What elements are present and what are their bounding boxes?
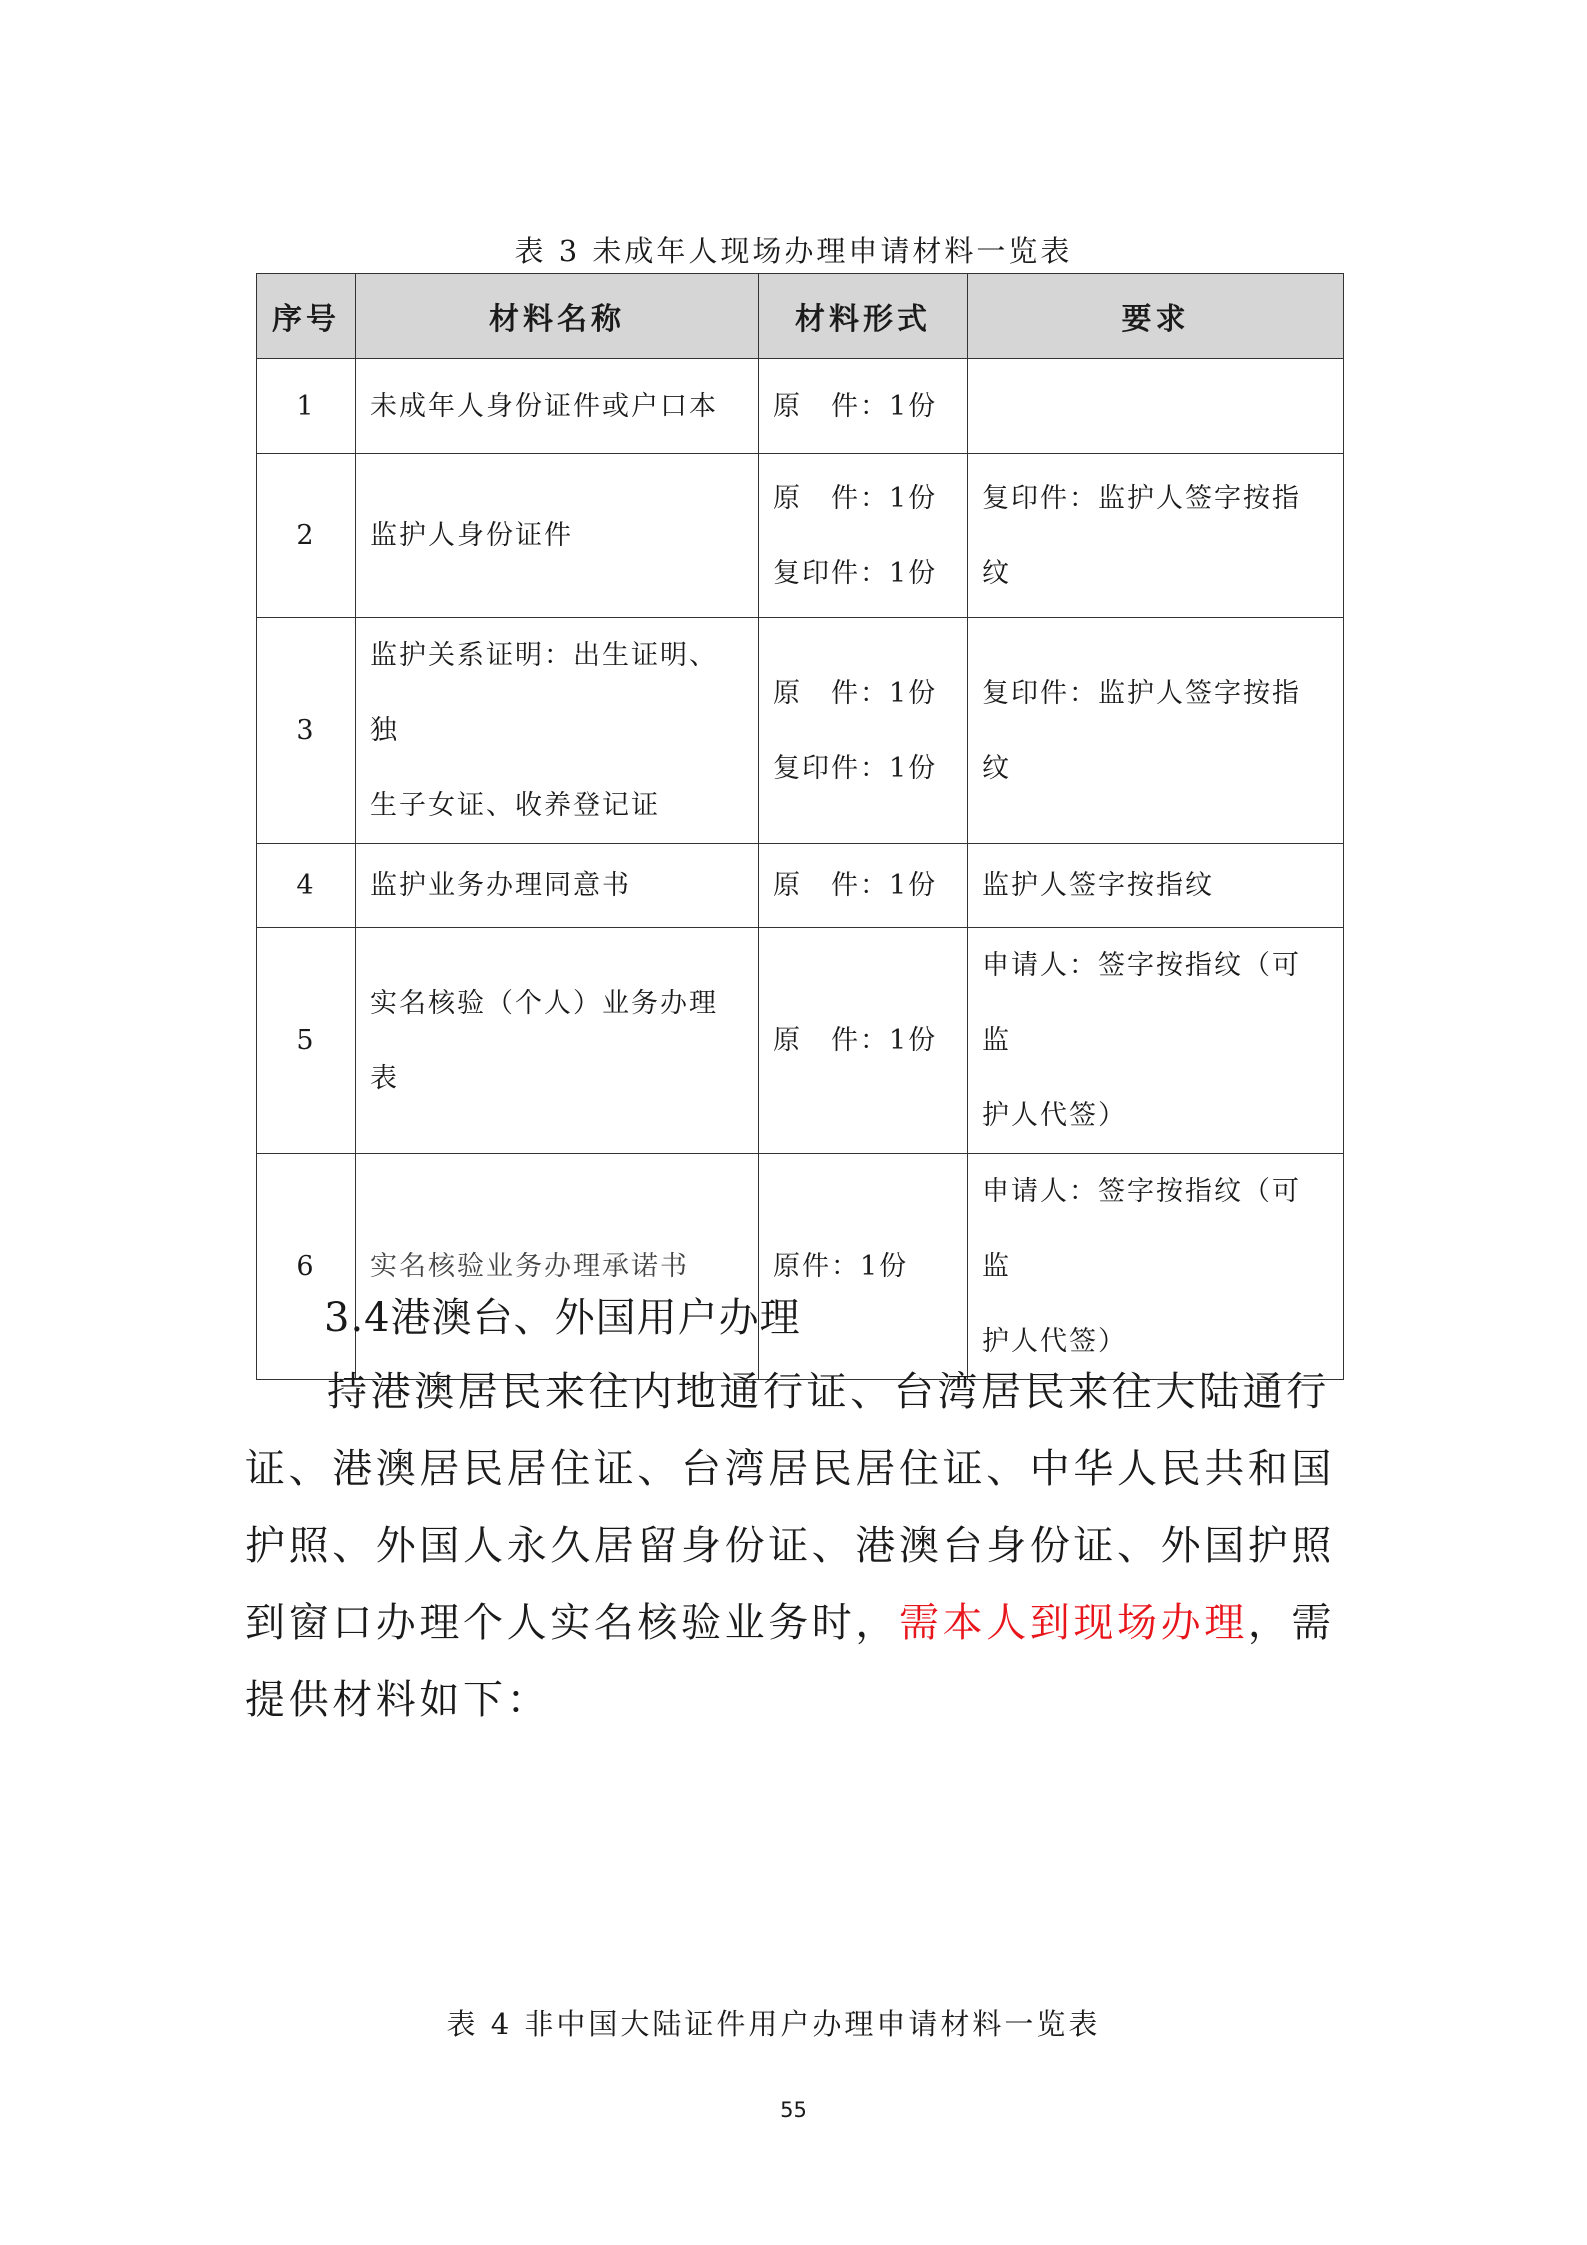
section-paragraph	[245, 1354, 1363, 1739]
cell-requirement	[968, 454, 1344, 618]
table-row	[257, 1154, 1344, 1380]
cell-form	[759, 618, 968, 844]
cell-name	[356, 454, 759, 618]
cell-line: 未成年人身份证件或户口本	[370, 390, 718, 422]
cell-requirement	[968, 844, 1344, 928]
table-3-caption: 表 3 未成年人现场办理申请材料一览表	[514, 234, 1073, 268]
cell-line: 复印件：1份	[773, 557, 938, 589]
cell-line: 护人代签）	[982, 1100, 1127, 1131]
cell-line: 实名核验（个人）业务办理表	[370, 987, 718, 1094]
table-header-row	[257, 274, 1344, 359]
cell-name	[356, 928, 759, 1154]
table-row	[257, 928, 1344, 1154]
cell-line: 生子女证、收养登记证	[370, 790, 660, 821]
cell-line: 监护关系证明：出生证明、独	[370, 640, 718, 746]
header-name: 材料名称	[356, 274, 759, 359]
table-row	[257, 618, 1344, 844]
header-seq: 序号	[257, 274, 356, 359]
header-form: 材料形式	[759, 274, 968, 359]
cell-name	[356, 359, 759, 454]
cell-name	[356, 618, 759, 844]
page-number: 55	[780, 2098, 807, 2122]
cell-line: 原件：1份	[773, 1251, 909, 1282]
cell-name	[356, 844, 759, 928]
paragraph-text-end: ，需提供材料如下：	[245, 1600, 1336, 1723]
cell-requirement	[968, 359, 1344, 454]
cell-line: 复印件：1份	[773, 752, 938, 784]
table-row	[257, 359, 1344, 454]
cell-line: 原 件：1份	[773, 390, 938, 422]
cell-requirement	[968, 928, 1344, 1154]
cell-requirement	[968, 618, 1344, 844]
table-4-caption: 表 4 非中国大陆证件用户办理申请材料一览表	[446, 2007, 1101, 2041]
cell-form	[759, 1154, 968, 1380]
cell-line: 申请人：签字按指纹（可监	[982, 950, 1301, 1056]
cell-line: 实名核验业务办理承诺书	[370, 1251, 689, 1282]
cell-line: 监护业务办理同意书	[370, 870, 631, 901]
cell-line: 原 件：1份	[773, 482, 938, 514]
cell-line: 复印件：监护人签字按指纹	[982, 482, 1301, 589]
cell-requirement	[968, 1154, 1344, 1380]
cell-line: 原 件：1份	[773, 677, 938, 709]
header-requirement: 要求	[968, 274, 1344, 359]
cell-form	[759, 844, 968, 928]
cell-line: 监护人身份证件	[370, 520, 573, 551]
cell-form	[759, 454, 968, 618]
paragraph-highlight: 需本人到现场办理	[899, 1600, 1248, 1646]
cell-seq: 4	[257, 844, 356, 928]
cell-seq: 5	[257, 928, 356, 1154]
cell-seq: 2	[257, 454, 356, 618]
cell-line: 原 件：1份	[773, 870, 938, 901]
cell-seq: 3	[257, 618, 356, 844]
table-row	[257, 454, 1344, 618]
cell-name	[356, 1154, 759, 1380]
cell-line: 复印件：监护人签字按指纹	[982, 677, 1301, 784]
cell-line: 监护人签字按指纹	[982, 870, 1214, 901]
cell-line: 原 件：1份	[773, 1025, 938, 1056]
cell-seq: 1	[257, 359, 356, 454]
cell-line: 申请人：签字按指纹（可监	[982, 1176, 1301, 1282]
section-heading: 3.4港澳台、外国用户办理	[324, 1295, 801, 1341]
materials-table	[256, 273, 1344, 1380]
cell-seq: 6	[257, 1154, 356, 1380]
table-row	[257, 844, 1344, 928]
cell-form	[759, 928, 968, 1154]
paragraph-text: 持港澳居民来往内地通行证、台湾居民来往大陆通行证、港澳居民居住证、台湾居民居住证、中华人民共和国护照、外国人永久居留身份证、港澳台身份证、外国护照到窗口办理个人实名核验业务时，	[245, 1369, 1335, 1646]
cell-form	[759, 359, 968, 454]
cell-line: 护人代签）	[982, 1326, 1127, 1357]
